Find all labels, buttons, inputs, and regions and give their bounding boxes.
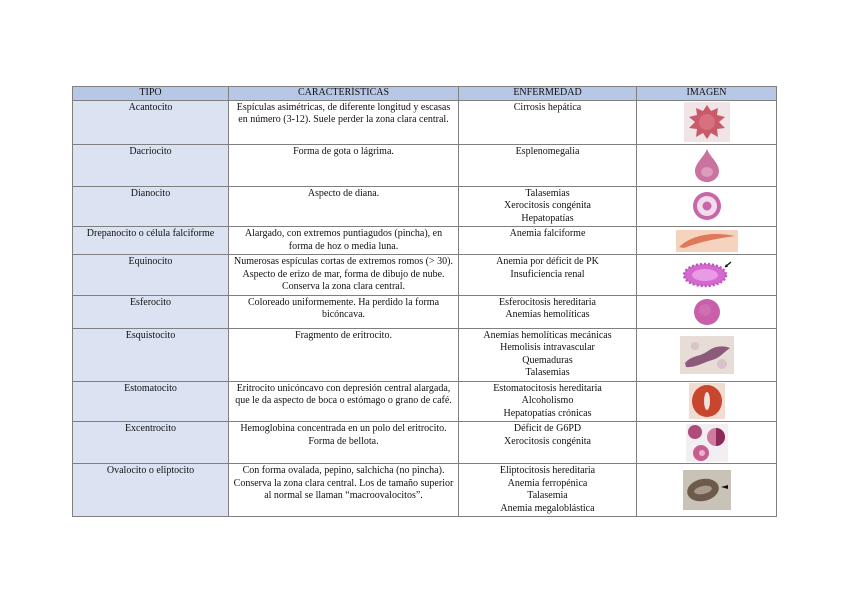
table-row <box>73 186 777 227</box>
disease-line: Anemias hemolíticas <box>505 309 590 320</box>
disease-line: Cirrosis hepática <box>513 101 582 113</box>
cell-tipo: Equinocito <box>73 255 229 296</box>
cell-enfermedad <box>459 381 637 422</box>
disease-line: Hemolisis intravascular <box>500 342 595 353</box>
cell-tipo: Esquistocito <box>73 328 229 381</box>
cell-imagen <box>637 328 777 381</box>
header-caracteristicas: CARACTERÍSTICAS <box>229 87 459 101</box>
cell-caracteristicas: Hemoglobina concentrada en un polo del eritrocito. Forma de bellota. <box>229 422 459 464</box>
echinocyte-cell-icon <box>681 260 733 290</box>
disease-line: Hepatopatías crónicas <box>503 407 592 419</box>
cell-enfermedad <box>459 328 637 381</box>
blood-cell-table <box>72 86 777 517</box>
disease-line: Hepatopatías <box>521 212 574 224</box>
disease-line: Alcoholismo <box>521 395 574 406</box>
cell-caracteristicas: Espículas asimétricas, de diferente longitud y escasas en número (3-12). Suele perder la zona clara central. <box>229 100 459 144</box>
cell-enfermedad <box>459 144 637 186</box>
cell-caracteristicas: Alargado, con extremos puntiagudos (pincha), en forma de hoz o media luna. <box>229 227 459 255</box>
table-row <box>73 295 777 328</box>
header-enfermedad: ENFERMEDAD <box>459 87 637 101</box>
spherocyte-cell-icon <box>691 297 723 327</box>
disease-line: Anemias hemolíticas mecánicas <box>483 329 612 341</box>
disease-line: Anemia por déficit de PK <box>496 256 599 267</box>
cell-imagen <box>637 186 777 227</box>
table-row <box>73 464 777 517</box>
cell-imagen <box>637 144 777 186</box>
cell-tipo: Dacriocito <box>73 144 229 186</box>
elliptocyte-cell-icon <box>683 470 731 510</box>
cell-enfermedad <box>459 464 637 517</box>
disease-line: Anemia megaloblástica <box>500 502 595 514</box>
cell-imagen <box>637 100 777 144</box>
disease-line: Estomatocitosis hereditaria <box>493 382 602 394</box>
header-row <box>73 87 777 101</box>
cell-caracteristicas: Coloreado uniformemente. Ha perdido la forma bicóncava. <box>229 295 459 328</box>
cell-caracteristicas: Numerosas espículas cortas de extremos romos (> 30). Aspecto de erizo de mar, forma de dibujo de nube. Conserva la zona clara central. <box>229 255 459 296</box>
cell-enfermedad <box>459 422 637 464</box>
header-imagen: IMAGEN <box>637 87 777 101</box>
sickle-cell-icon <box>676 230 738 252</box>
cell-enfermedad <box>459 100 637 144</box>
cell-caracteristicas: Aspecto de diana. <box>229 186 459 227</box>
disease-line: Déficit de G6PD <box>513 423 582 434</box>
cell-tipo: Ovalocito o eliptocito <box>73 464 229 517</box>
cell-caracteristicas: Con forma ovalada, pepino, salchicha (no pincha). Conserva la zona clara central. Los de tamaño superior al normal se llaman “macroovalocitos”. <box>229 464 459 517</box>
stomatocyte-cell-icon <box>689 383 725 419</box>
cell-imagen <box>637 227 777 255</box>
table-row <box>73 381 777 422</box>
disease-line: Insuficiencia renal <box>510 268 585 280</box>
acanthocyte-cell-icon <box>684 102 730 142</box>
cell-caracteristicas: Forma de gota o lágrima. <box>229 144 459 186</box>
cell-tipo: Acantocito <box>73 100 229 144</box>
cell-tipo: Dianocito <box>73 186 229 227</box>
table-row <box>73 100 777 144</box>
schistocyte-cell-icon <box>680 336 734 374</box>
disease-line: Talasemia <box>527 490 568 501</box>
header-tipo: TIPO <box>73 87 229 101</box>
disease-line: Esferocitosis hereditaria <box>499 296 596 308</box>
disease-line: Anemia falciforme <box>509 228 586 239</box>
disease-line: Talasemias <box>525 367 570 378</box>
cell-caracteristicas: Fragmento de eritrocito. <box>229 328 459 381</box>
table-row <box>73 328 777 381</box>
cell-enfermedad <box>459 295 637 328</box>
table-row <box>73 422 777 464</box>
disease-line: Eliptocitosis hereditaria <box>499 465 596 476</box>
table-row <box>73 144 777 186</box>
eccentrocyte-cell-icon <box>686 424 728 462</box>
cell-tipo: Excentrocito <box>73 422 229 464</box>
cell-caracteristicas: Eritrocito unicóncavo con depresión central alargada, que le da aspecto de boca o estómago o grano de café. <box>229 381 459 422</box>
cell-enfermedad <box>459 227 637 255</box>
cell-imagen <box>637 422 777 464</box>
table-row <box>73 255 777 296</box>
cell-imagen <box>637 464 777 517</box>
disease-line: Xerocitosis congénita <box>504 200 591 211</box>
cell-enfermedad <box>459 186 637 227</box>
disease-line: Quemaduras <box>522 354 573 366</box>
cell-tipo: Esferocito <box>73 295 229 328</box>
cell-imagen <box>637 295 777 328</box>
cell-enfermedad <box>459 255 637 296</box>
cell-imagen <box>637 255 777 296</box>
table-row <box>73 227 777 255</box>
disease-line: Esplenomegalia <box>515 145 580 157</box>
cell-tipo: Estomatocito <box>73 381 229 422</box>
disease-line: Talasemias <box>525 187 570 199</box>
teardrop-cell-icon <box>692 147 722 183</box>
cell-imagen <box>637 381 777 422</box>
target-cell-icon <box>691 190 723 222</box>
cell-tipo: Drepanocito o célula falciforme <box>73 227 229 255</box>
disease-line: Anemia ferropénica <box>507 477 588 489</box>
disease-line: Xerocitosis congénita <box>504 435 591 447</box>
